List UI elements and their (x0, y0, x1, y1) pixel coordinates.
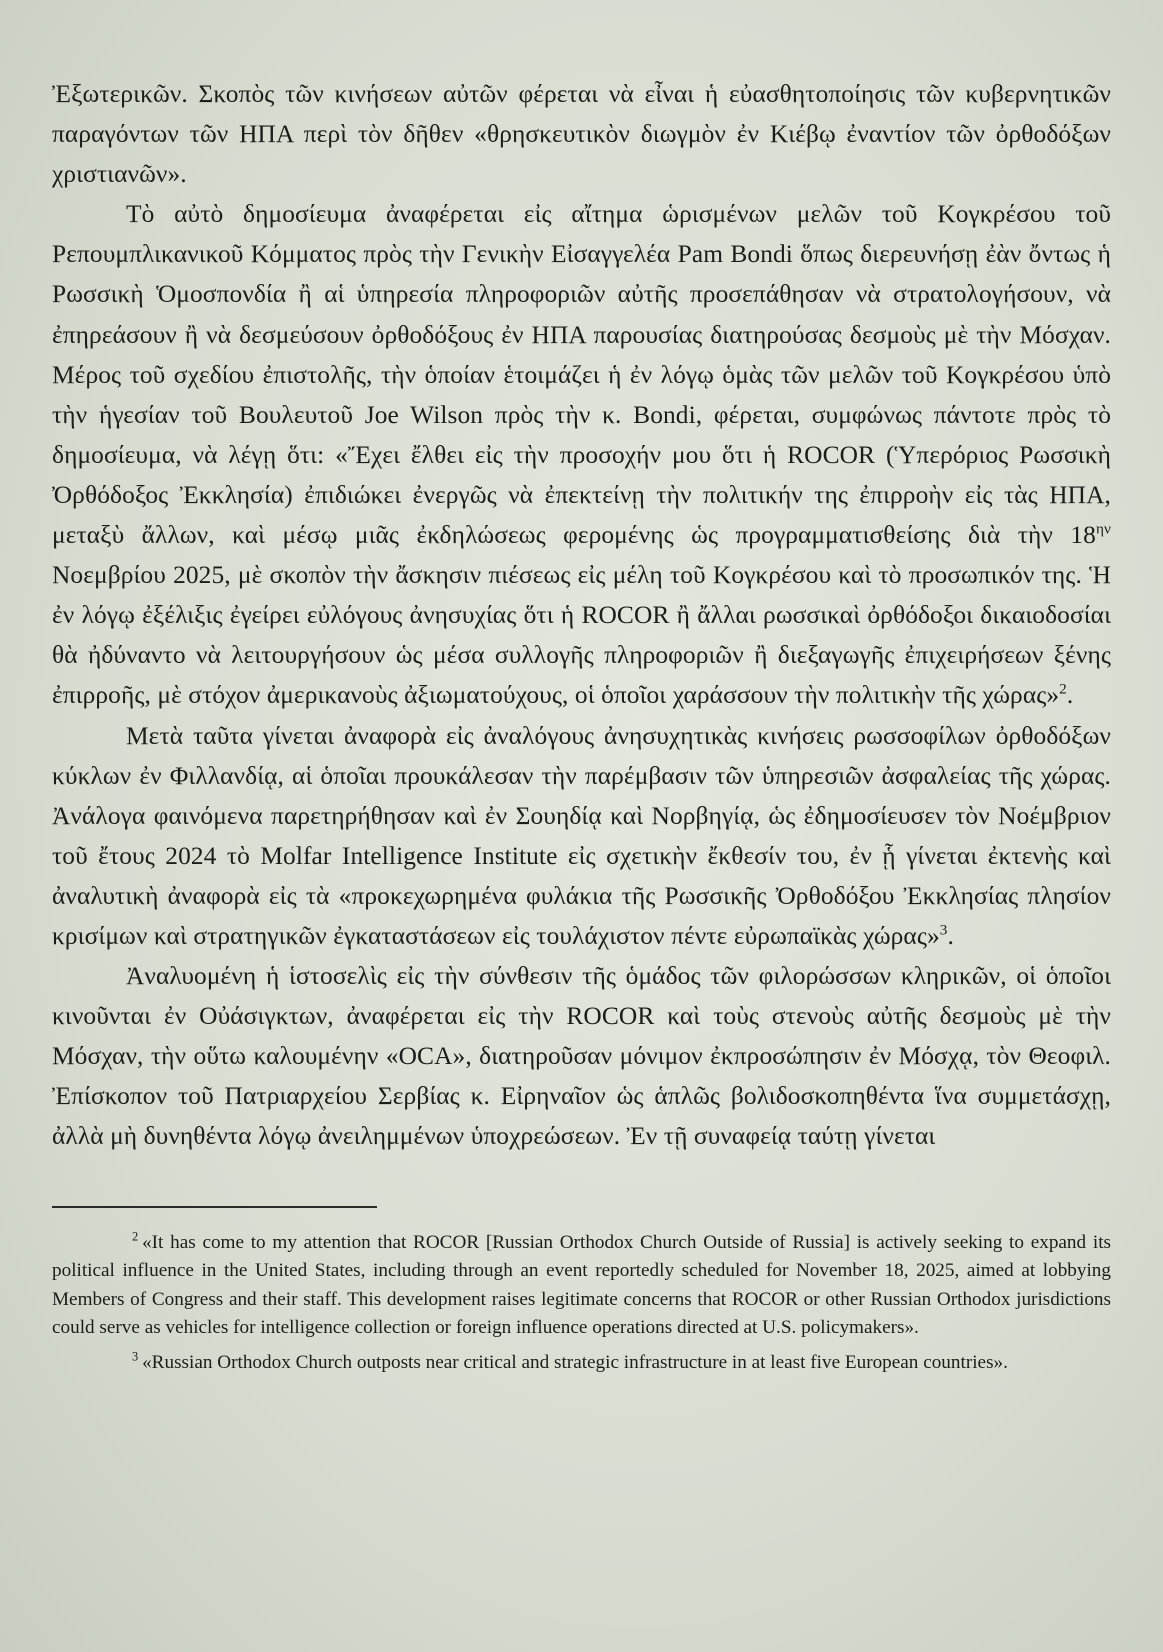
paragraph-text: . (947, 921, 954, 950)
footnote-marker: 2 (132, 1229, 139, 1244)
footnote-ref[interactable]: 3 (939, 921, 948, 939)
footnotes (52, 1229, 1111, 1378)
paragraph-text: Ἀναλυομένη ἡ ἱστοσελὶς εἰς τὴν σύνθεσιν τῆς ὁμάδος τῶν φιλορώσσων κληρικῶν, οἱ ὁποῖοι κινοῦνται ἐν Οὐάσιγκτων, ἀναφέρεται εἰς τὴν ROCOR καὶ τοὺς στενοὺς αὐτῆς δεσμοὺς μὲ τὴν Μόσχαν, τὴν οὕτω καλουμένην «OCA», διατηροῦσαν μόνιμον ἐκπροσώπησιν ἐν Μόσχᾳ, τὸν Θεοφιλ. Ἐπίσκοπον τοῦ Πατριαρχείου Σερβίας κ. Εἰρηναῖον ὡς ἁπλῶς βολιδοσκοπηθέντα ἵνα συμμετάσχῃ, ἀλλὰ μὴ δυνηθέντα λόγῳ ἀνειλημμένων ὑποχρεώσεων. Ἐν τῇ συναφείᾳ ταύτῃ γίνεται (52, 962, 1111, 1151)
footnote-text: «Russian Orthodox Church outposts near critical and strategic infrastructure in at least five European countries». (142, 1351, 1008, 1373)
paragraph (52, 716, 1111, 957)
paragraph (52, 194, 1111, 715)
paragraph (52, 74, 1111, 194)
footnote-text: «It has come to my attention that ROCOR [Russian Orthodox Church Outside of Russia] is actively seeking to expand its political influence in the United States, including through an event reportedly scheduled for November 18, 2025, aimed at lobbying Members of Congress and their staff. This development raises legitimate concerns that ROCOR or other Russian Orthodox jurisdictions could serve as vehicles for intelligence collection or foreign influence operations directed at U.S. policymakers». (52, 1231, 1111, 1339)
footnote-divider (52, 1206, 377, 1208)
paragraph-text: Ἐξωτερικῶν. Σκοπὸς τῶν κινήσεων αὐτῶν φέρεται νὰ εἶναι ἡ εὐασθητοποίησις τῶν κυβερνητικῶν παραγόντων τῶν ΗΠΑ περὶ τὸν δῆθεν «θρησκευτικὸν διωγμὸν ἐν Κιέβῳ ἐναντίον τῶν ὀρθοδόξων χριστιανῶν». (52, 80, 1111, 189)
footnote-ref[interactable]: 2 (1059, 680, 1067, 698)
paragraph-text: . (1066, 681, 1074, 710)
footnote (52, 1349, 1111, 1378)
paragraph-text: Μετὰ ταῦτα γίνεται ἀναφορὰ εἰς ἀναλόγους ἀνησυχητικὰς κινήσεις ρωσσοφίλων ὀρθοδόξων κύκλων ἐν Φιλλανδίᾳ, αἱ ὁποῖαι προυκάλεσαν τὴν παρέμβασιν τῶν ὑπηρεσιῶν ἀσφαλείας τῆς χώρας. Ἀνάλογα φαινόμενα παρετηρήθησαν καὶ ἐν Σουηδίᾳ καὶ Νορβηγίᾳ, ὡς ἐδημοσίευσεν τὸν Νοέμβριον τοῦ ἔτους 2024 τὸ Molfar Intelligence Institute εἰς σχετικὴν ἔκθεσίν του, ἐν ᾗ γίνεται ἐκτενὴς καὶ ἀναλυτικὴ ἀναφορὰ εἰς τὰ «προκεχωρημένα φυλάκια τῆς Ρωσσικῆς Ὀρθοδόξου Ἐκκλησίας πλησίον κρισίμων καὶ στρατηγικῶν ἐγκαταστάσεων εἰς τουλάχιστον πέντε εὐρωπαϊκὰς χώρας» (52, 721, 1111, 950)
paragraph (52, 956, 1111, 1156)
paragraph-text: Τὸ αὐτὸ δημοσίευμα ἀναφέρεται εἰς αἴτημα ὡρισμένων μελῶν τοῦ Κογκρέσου τοῦ Ρεπουμπλικανικοῦ Κόμματος πρὸς τὴν Γενικὴν Εἰσαγγελέα Pam Bondi ὅπως διερευνήσῃ ἐὰν ὄντως ἡ Ρωσσικὴ Ὁμοσπονδία ἢ αἱ ὑπηρεσία πληροφοριῶν αὐτῆς προσεπάθησαν νὰ στρατολογήσουν, νὰ ἐπηρεάσουν ἢ νὰ δεσμεύσουν ὀρθοδόξους ἐν ΗΠΑ παρουσίας διατηρούσας δεσμοὺς μὲ τὴν Μόσχαν. Μέρος τοῦ σχεδίου ἐπιστολῆς, τὴν ὁποίαν ἑτοιμάζει ἡ ἐν λόγῳ ὁμὰς τῶν μελῶν τοῦ Κογκρέσου ὑπὸ τὴν ἡγεσίαν τοῦ Βουλευτοῦ Joe Wilson πρὸς τὴν κ. Bondi, φέρεται, συμφώνως πάντοτε πρὸς τὸ δημοσίευμα, νὰ λέγῃ ὅτι: «Ἔχει ἔλθει εἰς τὴν προσοχήν μου ὅτι ἡ ROCOR (Ὑπερόριος Ρωσσικὴ Ὀρθόδοξος Ἐκκλησία) ἐπιδιώκει ἐνεργῶς νὰ ἐπεκτείνῃ τὴν πολιτικήν της ἐπιρροὴν εἰς τὰς ΗΠΑ, μεταξὺ ἄλλων, καὶ μέσῳ μιᾶς ἐκδηλώσεως φερομένης ὡς προγραμματισθείσης διὰ τὴν 18 (52, 200, 1111, 550)
paragraph-text: Νοεμβρίου 2025, μὲ σκοπὸν τὴν ἄσκησιν πιέσεως εἰς μέλη τοῦ Κογκρέσου καὶ τὸ προσωπικόν της. Ἡ ἐν λόγῳ ἐξέλιξις ἐγείρει εὐλόγους ἀνησυχίας ὅτι ἡ ROCOR ἢ ἄλλαι ρωσσικαὶ ὀρθόδοξοι δικαιοδοσίαι θὰ ἠδύναντο νὰ λειτουργήσουν ὡς μέσα συλλογῆς πληροφοριῶν ἢ διεξαγωγῆς ἐπιχειρήσεων ξένης ἐπιρροῆς, μὲ στόχον ἀμερικανοὺς ἀξιωματούχους, οἱ ὁποῖοι χαράσσουν τὴν πολιτικὴν τῆς χώρας» (52, 561, 1111, 710)
main-text (52, 74, 1111, 1157)
footnote (52, 1229, 1111, 1343)
ordinal-suffix: ην (1095, 520, 1111, 538)
footnote-marker: 3 (132, 1349, 139, 1364)
